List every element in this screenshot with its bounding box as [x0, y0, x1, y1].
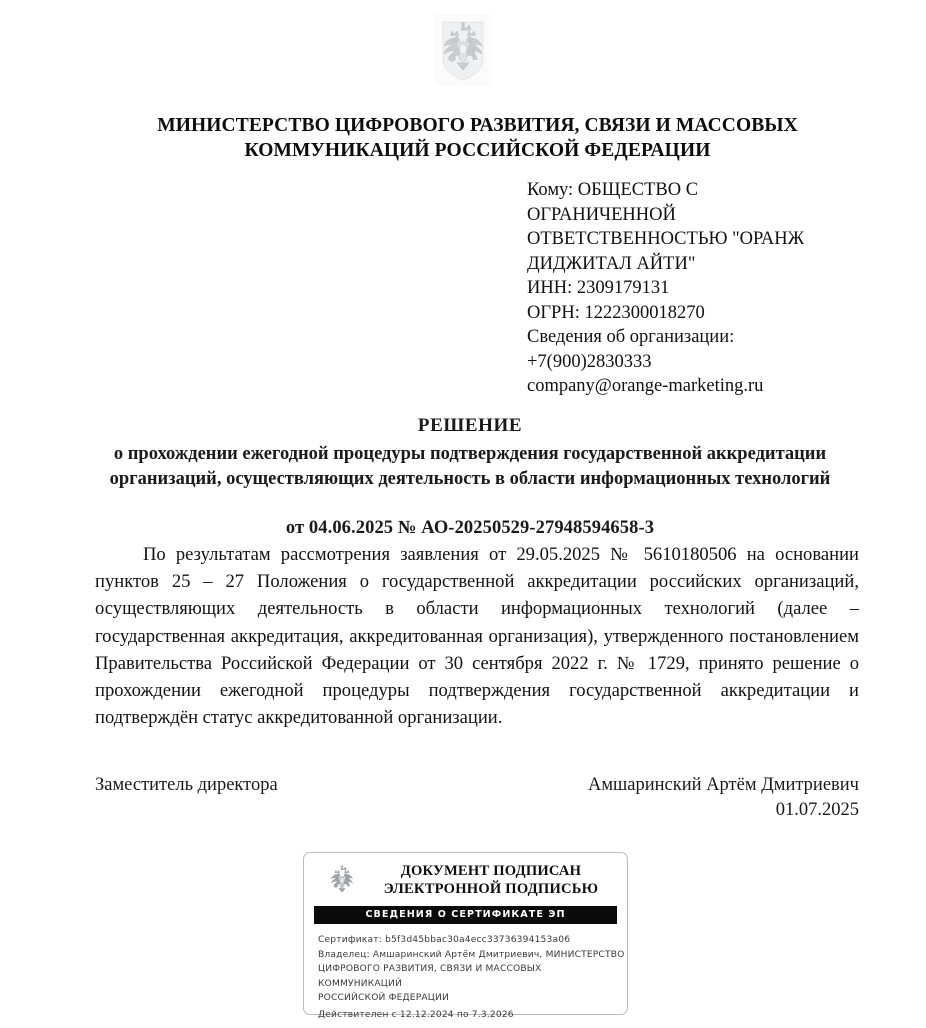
- stamp-validity: Действителен с 12.12.2024 по 7.3.2026: [318, 1009, 514, 1020]
- ministry-header: [95, 113, 860, 163]
- stamp-certificate-details: [304, 924, 627, 1023]
- title-block: [80, 414, 860, 539]
- document-title: РЕШЕНИЕ: [417, 415, 523, 436]
- ministry-header-line-1: МИНИСТЕРСТВО ЦИФРОВОГО РАЗВИТИЯ, СВЯЗИ И МАССОВЫХ: [157, 115, 798, 136]
- stamp-owner-line-2: ЦИФРОВОГО РАЗВИТИЯ, СВЯЗИ И МАССОВЫХ КОММУНИКАЦИЙ: [318, 964, 545, 989]
- document-subtitle-line-1: о прохождении ежегодной процедуры подтверждения государственной аккредитации: [113, 444, 827, 464]
- coat-of-arms-icon: [435, 14, 492, 86]
- addressee-line-4: ДИДЖИТАЛ АЙТИ": [527, 253, 696, 274]
- addressee-line-3: ОТВЕТСТВЕННОСТЬЮ "ОРАНЖ: [527, 229, 805, 249]
- electronic-signature-stamp: [303, 852, 628, 1020]
- signatory-name: Амшаринский Артём Дмитриевич: [587, 775, 859, 795]
- signature-row: [95, 773, 859, 823]
- addressee-block: [527, 178, 847, 399]
- stamp-coat-of-arms-icon: [326, 862, 358, 900]
- stamp-certificate-serial: Сертификат: b5f3d45bbac30a4ecc33736394153a06: [318, 935, 571, 945]
- addressee-line-2: ОГРАНИЧЕННОЙ: [527, 204, 676, 225]
- addressee-info-label: Сведения об организации:: [527, 327, 735, 347]
- addressee-phone: +7(900)2830333: [527, 351, 652, 372]
- document-subtitle: [80, 442, 860, 492]
- document-number: от 04.06.2025 № АО-20250529-27948594658-3: [285, 518, 655, 538]
- stamp-owner-line-1: Владелец: Амшаринский Артём Дмитриевич, МИНИСТЕРСТВО: [318, 949, 625, 960]
- stamp-title: [367, 863, 627, 898]
- addressee-line-1: Кому: ОБЩЕСТВО С: [527, 180, 699, 200]
- stamp-title-line-2: ЭЛЕКТРОННОЙ ПОДПИСЬЮ: [383, 880, 599, 897]
- stamp-title-line-1: ДОКУМЕНТ ПОДПИСАН: [400, 863, 582, 879]
- document-subtitle-line-2: организаций, осуществляющих деятельность в области информационных технологий: [109, 469, 831, 489]
- ministry-header-line-2: КОММУНИКАЦИЙ РОССИЙСКОЙ ФЕДЕРАЦИИ: [244, 140, 711, 161]
- stamp-certificate-bar: СВЕДЕНИЯ О СЕРТИФИКАТЕ ЭП: [314, 906, 617, 924]
- emblem-container: [0, 14, 926, 86]
- addressee-inn: ИНН: 2309179131: [527, 278, 670, 298]
- body-paragraph: По результатам рассмотрения заявления от 29.05.2025 № 5610180506 на основании пунктов 25 – 27 Положения о государственной аккредитации российских организаций, осуществляющих деятельность в области информационных технологий (далее – государственная аккредитация, аккредитованная организация), утвержденного постановлением Правительства Российской Федерации от 30 сентября 2022 г. № 1729, принято решение о прохождении ежегодной процедуры подтверждения государственной аккредитации и подтверждён статус аккредитованной организации.: [95, 544, 859, 729]
- signature-date: 01.07.2025: [775, 800, 859, 820]
- signatory-position: Заместитель директора: [95, 775, 278, 795]
- stamp-owner-line-3: РОССИЙСКОЙ ФЕДЕРАЦИИ: [318, 993, 449, 1004]
- addressee-ogrn: ОГРН: 1222300018270: [527, 302, 705, 323]
- stamp-header: [304, 853, 627, 901]
- addressee-email: company@orange-marketing.ru: [527, 376, 764, 396]
- signatory-block: [588, 773, 859, 823]
